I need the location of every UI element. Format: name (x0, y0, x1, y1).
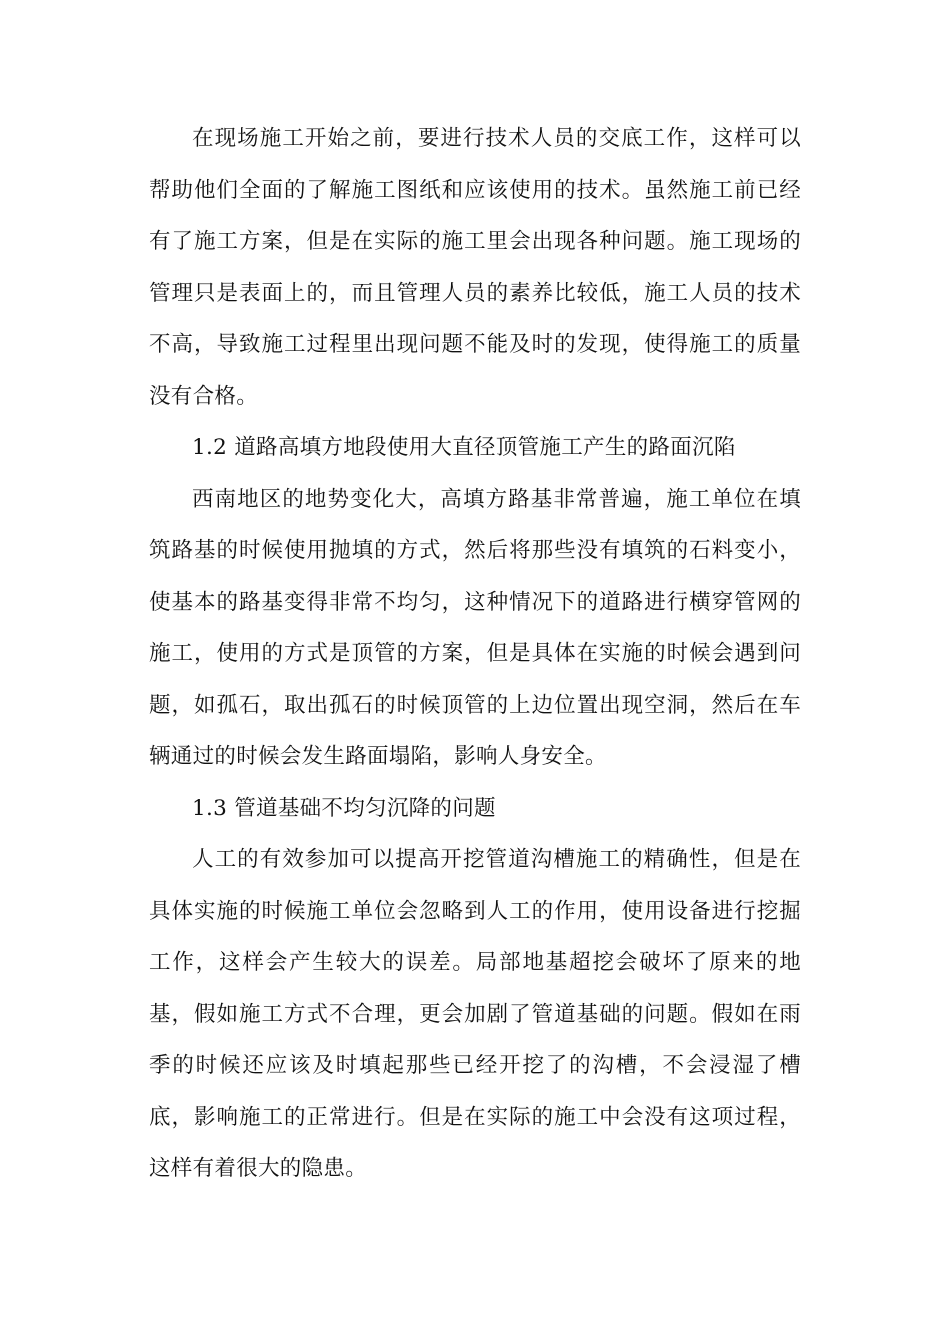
paragraph-pipe-foundation: 人工的有效参加可以提高开挖管道沟槽施工的精确性，但是在具体实施的时候施工单位会忽略到人工的作用，使用设备进行挖掘工作，这样会产生较大的误差。局部地基超挖会破坏了原来的地基，假如施工方式不合理，更会加剧了管道基础的问题。假如在雨季的时候还应该及时填起那些已经开挖了的沟槽，不会浸湿了槽底，影响施工的正常进行。但是在实际的施工中会没有这项过程，这样有着很大的隐患。 (149, 847, 801, 1181)
section-heading-1-2: 1.2 道路高填方地段使用大直径顶管施工产生的路面沉陷 (192, 435, 736, 460)
document-body (149, 113, 801, 1195)
paragraph-technical-briefing: 在现场施工开始之前，要进行技术人员的交底工作，这样可以帮助他们全面的了解施工图纸和应该使用的技术。虽然施工前已经有了施工方案，但是在实际的施工里会出现各种问题。施工现场的管理只是表面上的，而且管理人员的素养比较低，施工人员的技术不高，导致施工过程里出现问题不能及时的发现，使得施工的质量没有合格。 (149, 126, 801, 409)
section-heading-1-3: 1.3 管道基础不均匀沉降的问题 (192, 795, 496, 821)
paragraph-road-subsidence: 西南地区的地势变化大，高填方路基非常普遍，施工单位在填筑路基的时候使用抛填的方式，然后将那些没有填筑的石料变小，使基本的路基变得非常不均匀，这种情况下的道路进行横穿管网的施工，使用的方式是顶管的方案，但是具体在实施的时候会遇到问题，如孤石，取出孤石的时候顶管的上边位置出现空洞，然后在车辆通过的时候会发生路面塌陷，影响人身安全。 (149, 486, 801, 769)
